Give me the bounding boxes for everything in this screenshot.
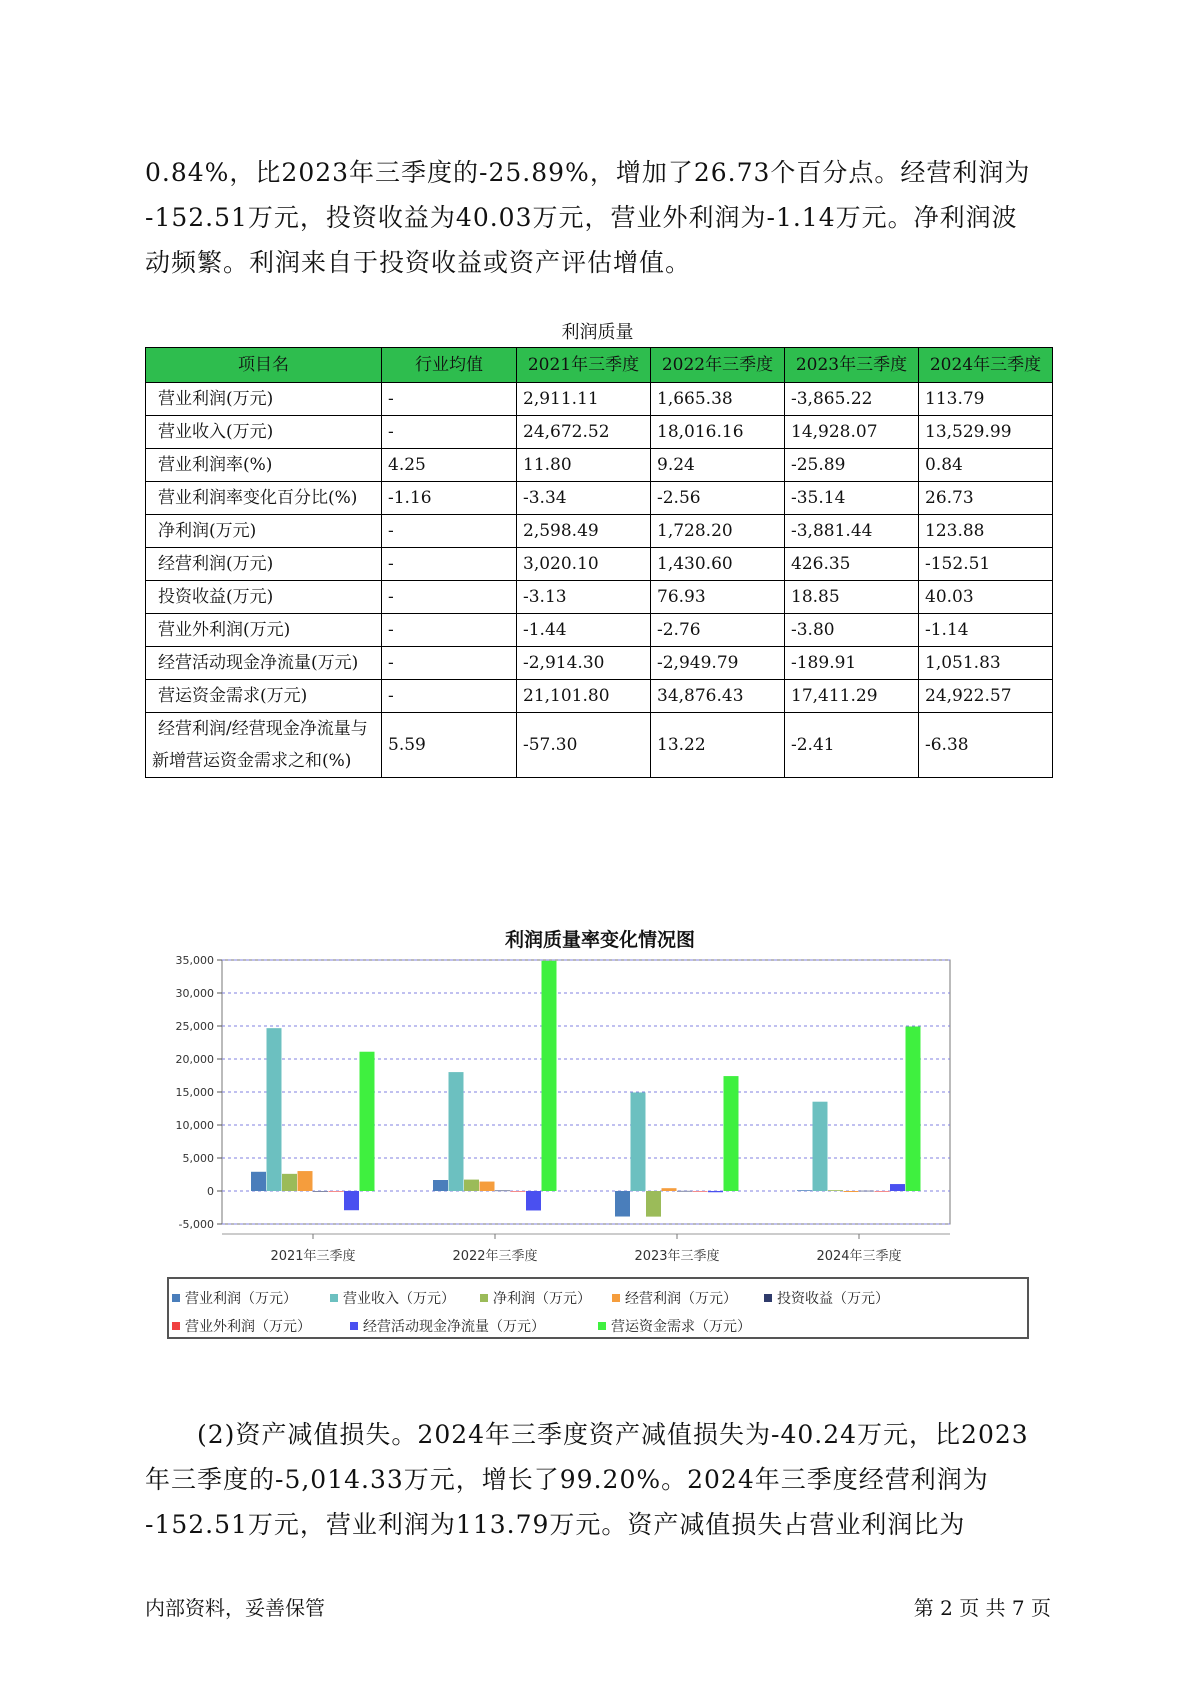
legend-swatch [764,1294,772,1302]
table-cell: 24,922.57 [919,680,1053,713]
bar [828,1190,843,1191]
bar [708,1191,723,1192]
paragraph-line: (2)资产减值损失。2024年三季度资产减值损失为-40.24万元，比2023 [197,1420,1029,1449]
x-tick-label: 2024年三季度 [816,1249,902,1264]
table-cell: 13,529.99 [919,416,1053,449]
x-tick-label: 2021年三季度 [270,1249,356,1264]
bar [615,1191,630,1217]
row-label-text: 营业收入(万元) [158,422,274,442]
table-cell: 9.24 [651,449,785,482]
row-label [146,482,382,515]
table-cell: -152.51 [919,548,1053,581]
profit-quality-table [145,347,1053,778]
bar [267,1028,282,1191]
x-tick-label: 2022年三季度 [452,1249,538,1264]
table-cell: - [382,680,517,713]
table-cell: -3.34 [517,482,651,515]
table-cell: 26.73 [919,482,1053,515]
table-cell: 21,101.80 [517,680,651,713]
table-cell: 1,665.38 [651,383,785,416]
bar [344,1191,359,1210]
profit-quality-chart [160,925,1040,1375]
bottom-paragraph [145,1412,1065,1547]
row-label-text: 营业利润率变化百分比(%) [158,488,358,508]
paragraph-line: 动频繁。利润来自于投资收益或资产评估增值。 [145,248,692,277]
legend-swatch [612,1294,620,1302]
row-label-text: 营业外利润(万元) [158,620,291,640]
table-header-row [146,348,1053,383]
top-paragraph [145,150,1065,285]
table-row [146,515,1053,548]
bar [813,1102,828,1191]
legend-label: 投资收益（万元） [777,1291,889,1307]
y-tick-label: 0 [207,1185,214,1198]
table-cell: -3.13 [517,581,651,614]
paragraph-line: -152.51万元，投资收益为40.03万元，营业外利润为-1.14万元。净利润波 [145,203,1018,232]
paragraph-line: -152.51万元，营业利润为113.79万元。资产减值损失占营业利润比为 [145,1510,966,1539]
bar [662,1188,677,1191]
table-header-cell: 2023年三季度 [785,348,919,383]
paragraph-line: 年三季度的-5,014.33万元，增长了99.20%。2024年三季度经营利润为 [145,1465,989,1494]
bar [526,1191,541,1210]
table-cell: 24,672.52 [517,416,651,449]
table-header-cell: 2021年三季度 [517,348,651,383]
y-tick-label: -5,000 [178,1218,214,1231]
bar [875,1191,890,1192]
table-cell: - [382,383,517,416]
row-label-text: 经营活动现金净流量(万元) [158,653,359,673]
bar [251,1172,266,1191]
table-cell: 123.88 [919,515,1053,548]
bar [464,1180,479,1191]
row-label [146,548,382,581]
legend-swatch [172,1294,180,1302]
x-tick-label: 2023年三季度 [634,1249,720,1264]
row-label [146,581,382,614]
table-cell: 13.22 [651,713,785,778]
bar [797,1190,812,1191]
legend-swatch [350,1322,358,1330]
y-tick-label: 10,000 [175,1119,214,1132]
row-label [146,680,382,713]
table-cell: 40.03 [919,581,1053,614]
legend-label: 经营利润（万元） [625,1291,737,1307]
legend-label: 营运资金需求（万元） [611,1319,751,1335]
legend-label: 营业利润（万元） [185,1291,297,1307]
table-cell: -1.44 [517,614,651,647]
bar [890,1184,905,1191]
bar [646,1191,661,1217]
y-tick-label: 15,000 [175,1086,214,1099]
table-cell: 1,728.20 [651,515,785,548]
bar [433,1180,448,1191]
table-cell: -3.80 [785,614,919,647]
footer-confidential: 内部资料，妥善保管 [145,1596,325,1620]
bar [298,1171,313,1191]
bar [495,1190,510,1191]
table-cell: 34,876.43 [651,680,785,713]
row-label-text: 投资收益(万元) [158,587,274,607]
row-label [146,614,382,647]
table-body [146,383,1053,778]
chart-svg [160,925,1040,1375]
row-label-text: 营业利润(万元) [158,389,274,409]
table-cell: -6.38 [919,713,1053,778]
legend-label: 营业外利润（万元） [185,1319,311,1335]
legend-swatch [480,1294,488,1302]
table-cell: 18.85 [785,581,919,614]
row-label [146,515,382,548]
table-header-cell: 2022年三季度 [651,348,785,383]
table-row [146,383,1053,416]
row-label [146,449,382,482]
table-cell: - [382,581,517,614]
table-cell: -189.91 [785,647,919,680]
table-cell: 0.84 [919,449,1053,482]
table-row [146,713,1053,778]
row-label-text: 经营利润(万元) [158,554,274,574]
bar [542,961,557,1191]
bar [859,1191,874,1192]
table-cell: -2.41 [785,713,919,778]
row-label [146,383,382,416]
table-row [146,548,1053,581]
table-cell: -1.16 [382,482,517,515]
bar [360,1052,375,1191]
table-cell: -2.76 [651,614,785,647]
table-cell: -2.56 [651,482,785,515]
table-cell: - [382,548,517,581]
table-cell: -1.14 [919,614,1053,647]
table-cell: 11.80 [517,449,651,482]
table-cell: 18,016.16 [651,416,785,449]
table-row [146,449,1053,482]
y-tick-label: 25,000 [175,1020,214,1033]
table-cell: 5.59 [382,713,517,778]
legend-label: 经营活动现金净流量（万元） [363,1319,545,1335]
row-label [146,647,382,680]
y-tick-label: 20,000 [175,1053,214,1066]
table-cell: - [382,515,517,548]
legend-label: 营业收入（万元） [343,1291,455,1307]
table-cell: 17,411.29 [785,680,919,713]
table-cell: 14,928.07 [785,416,919,449]
y-tick-label: 30,000 [175,987,214,1000]
bar [480,1182,495,1191]
y-tick-label: 35,000 [175,954,214,967]
table-cell: 426.35 [785,548,919,581]
row-label-text: 营运资金需求(万元) [158,686,308,706]
table-cell: - [382,614,517,647]
table-cell: 4.25 [382,449,517,482]
row-label-text: 营业利润率(%) [158,455,273,475]
table-cell: -3,865.22 [785,383,919,416]
legend-swatch [330,1294,338,1302]
bar [313,1191,328,1192]
table-cell: -2,949.79 [651,647,785,680]
table-cell: 3,020.10 [517,548,651,581]
table-cell: -25.89 [785,449,919,482]
table-cell: - [382,416,517,449]
footer-page-number: 第 2 页 共 7 页 [913,1596,1051,1620]
y-tick-label: 5,000 [182,1152,214,1165]
row-label-text: 经营利润/经营现金净流量与新增营运资金需求之和(%) [152,719,368,771]
legend-swatch [172,1322,180,1330]
table-cell: 2,598.49 [517,515,651,548]
bar [329,1191,344,1192]
bar [844,1191,859,1192]
table-cell: -57.30 [517,713,651,778]
table-cell: 2,911.11 [517,383,651,416]
table-cell: 1,051.83 [919,647,1053,680]
row-label [146,416,382,449]
table-cell: 113.79 [919,383,1053,416]
bar [511,1191,526,1192]
table-caption: 利润质量 [561,322,634,343]
table-row [146,581,1053,614]
bar [724,1076,739,1191]
table-cell: 76.93 [651,581,785,614]
table-row [146,614,1053,647]
table-cell: - [382,647,517,680]
bar [693,1191,708,1192]
table-header-cell: 项目名 [146,348,382,383]
table-cell: -2,914.30 [517,647,651,680]
chart-title: 利润质量率变化情况图 [504,929,695,951]
bar [677,1191,692,1192]
table-header-cell: 2024年三季度 [919,348,1053,383]
bar [631,1092,646,1191]
bar [906,1027,921,1191]
table-row [146,647,1053,680]
legend-swatch [598,1322,606,1330]
bar [282,1174,297,1191]
row-label [146,713,382,778]
table-row [146,482,1053,515]
table-row [146,680,1053,713]
bar [449,1072,464,1191]
row-label-text: 净利润(万元) [158,521,257,541]
legend-label: 净利润（万元） [493,1291,591,1307]
table-header-cell: 行业均值 [382,348,517,383]
table-cell: 1,430.60 [651,548,785,581]
table-cell: -3,881.44 [785,515,919,548]
table-cell: -35.14 [785,482,919,515]
table-row [146,416,1053,449]
paragraph-line: 0.84%，比2023年三季度的-25.89%，增加了26.73个百分点。经营利润为 [145,158,1031,187]
